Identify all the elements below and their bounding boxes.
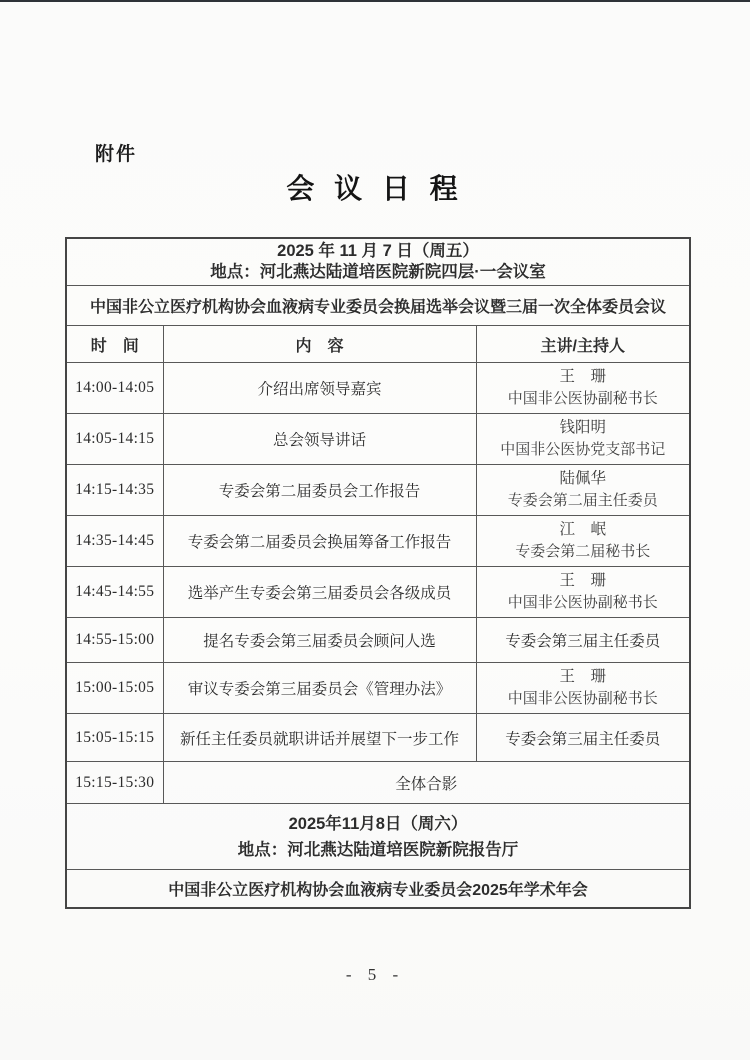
row-time: 14:15-14:35 xyxy=(66,465,163,516)
row-content: 专委会第二届委员会换届筹备工作报告 xyxy=(163,516,476,567)
row-time: 14:05-14:15 xyxy=(66,414,163,465)
day2-session-title: 中国非公立医疗机构协会血液病专业委员会2025年学术年会 xyxy=(66,870,690,908)
day1-session-row xyxy=(66,286,690,326)
table-row xyxy=(66,762,690,804)
row-content: 专委会第二届委员会工作报告 xyxy=(163,465,476,516)
table-row xyxy=(66,663,690,714)
row-time: 15:00-15:05 xyxy=(66,663,163,714)
column-header-content: 内 容 xyxy=(163,326,476,363)
row-speaker xyxy=(476,567,690,618)
row-speaker xyxy=(476,663,690,714)
row-time: 15:15-15:30 xyxy=(66,762,163,804)
column-header-row xyxy=(66,326,690,363)
speaker-name: 王 珊 xyxy=(559,572,607,589)
day1-date: 2025 年 11 月 7 日（周五） xyxy=(277,242,479,260)
day1-date-cell xyxy=(66,238,690,286)
day2-session-row xyxy=(66,870,690,908)
row-content: 选举产生专委会第三届委员会各级成员 xyxy=(163,567,476,618)
row-speaker xyxy=(476,465,690,516)
speaker-name: 陆佩华 xyxy=(559,470,607,487)
row-time: 14:35-14:45 xyxy=(66,516,163,567)
table-row xyxy=(66,567,690,618)
row-speaker: 专委会第三届主任委员 xyxy=(476,618,690,663)
table-row xyxy=(66,414,690,465)
table-row xyxy=(66,618,690,663)
row-speaker: 专委会第三届主任委员 xyxy=(476,714,690,762)
row-time: 14:45-14:55 xyxy=(66,567,163,618)
row-content: 新任主任委员就职讲话并展望下一步工作 xyxy=(163,714,476,762)
row-content-merged: 全体合影 xyxy=(163,762,690,804)
row-content: 介绍出席领导嘉宾 xyxy=(163,363,476,414)
page-number: - 5 - xyxy=(345,965,405,984)
photo-top-edge xyxy=(0,0,750,2)
table-row xyxy=(66,465,690,516)
speaker-name: 钱阳明 xyxy=(559,419,607,436)
row-speaker xyxy=(476,363,690,414)
row-time: 14:55-15:00 xyxy=(66,618,163,663)
day1-session-title: 中国非公立医疗机构协会血液病专业委员会换届选举会议暨三届一次全体委员会议 xyxy=(66,286,690,326)
day2-date-row xyxy=(66,804,690,870)
speaker-name: 王 珊 xyxy=(559,368,607,385)
speaker-name: 江 岷 xyxy=(559,521,607,538)
row-speaker xyxy=(476,516,690,567)
row-time: 14:00-14:05 xyxy=(66,363,163,414)
table-row xyxy=(66,516,690,567)
table-row xyxy=(66,714,690,762)
day2-date-cell xyxy=(66,804,690,870)
speaker-title: 中国非公医协副秘书长 xyxy=(507,391,658,407)
day1-date-row xyxy=(66,238,690,286)
speaker-title: 专委会第二届秘书长 xyxy=(515,544,651,560)
day1-location: 地点：河北燕达陆道培医院新院四层·一会议室 xyxy=(210,263,546,281)
row-speaker xyxy=(476,414,690,465)
row-time: 15:05-15:15 xyxy=(66,714,163,762)
row-content: 审议专委会第三届委员会《管理办法》 xyxy=(163,663,476,714)
speaker-title: 中国非公医协副秘书长 xyxy=(507,595,658,611)
speaker-title: 中国非公医协副秘书长 xyxy=(507,691,658,707)
attachment-label: 附件 xyxy=(95,144,138,165)
row-content: 提名专委会第三届委员会顾问人选 xyxy=(163,618,476,663)
day2-location: 地点：河北燕达陆道培医院新院报告厅 xyxy=(237,840,519,859)
speaker-name: 王 珊 xyxy=(559,668,607,685)
speaker-title: 专委会第二届主任委员 xyxy=(507,493,658,509)
row-content: 总会领导讲话 xyxy=(163,414,476,465)
speaker-title: 中国非公医协党支部书记 xyxy=(500,442,666,458)
column-header-time: 时 间 xyxy=(66,326,163,363)
agenda-table xyxy=(65,237,691,909)
day2-date: 2025年11月8日（周六） xyxy=(288,814,468,833)
column-header-speaker: 主讲/主持人 xyxy=(476,326,690,363)
table-row xyxy=(66,363,690,414)
page-title: 会 议 日 程 xyxy=(286,173,464,204)
